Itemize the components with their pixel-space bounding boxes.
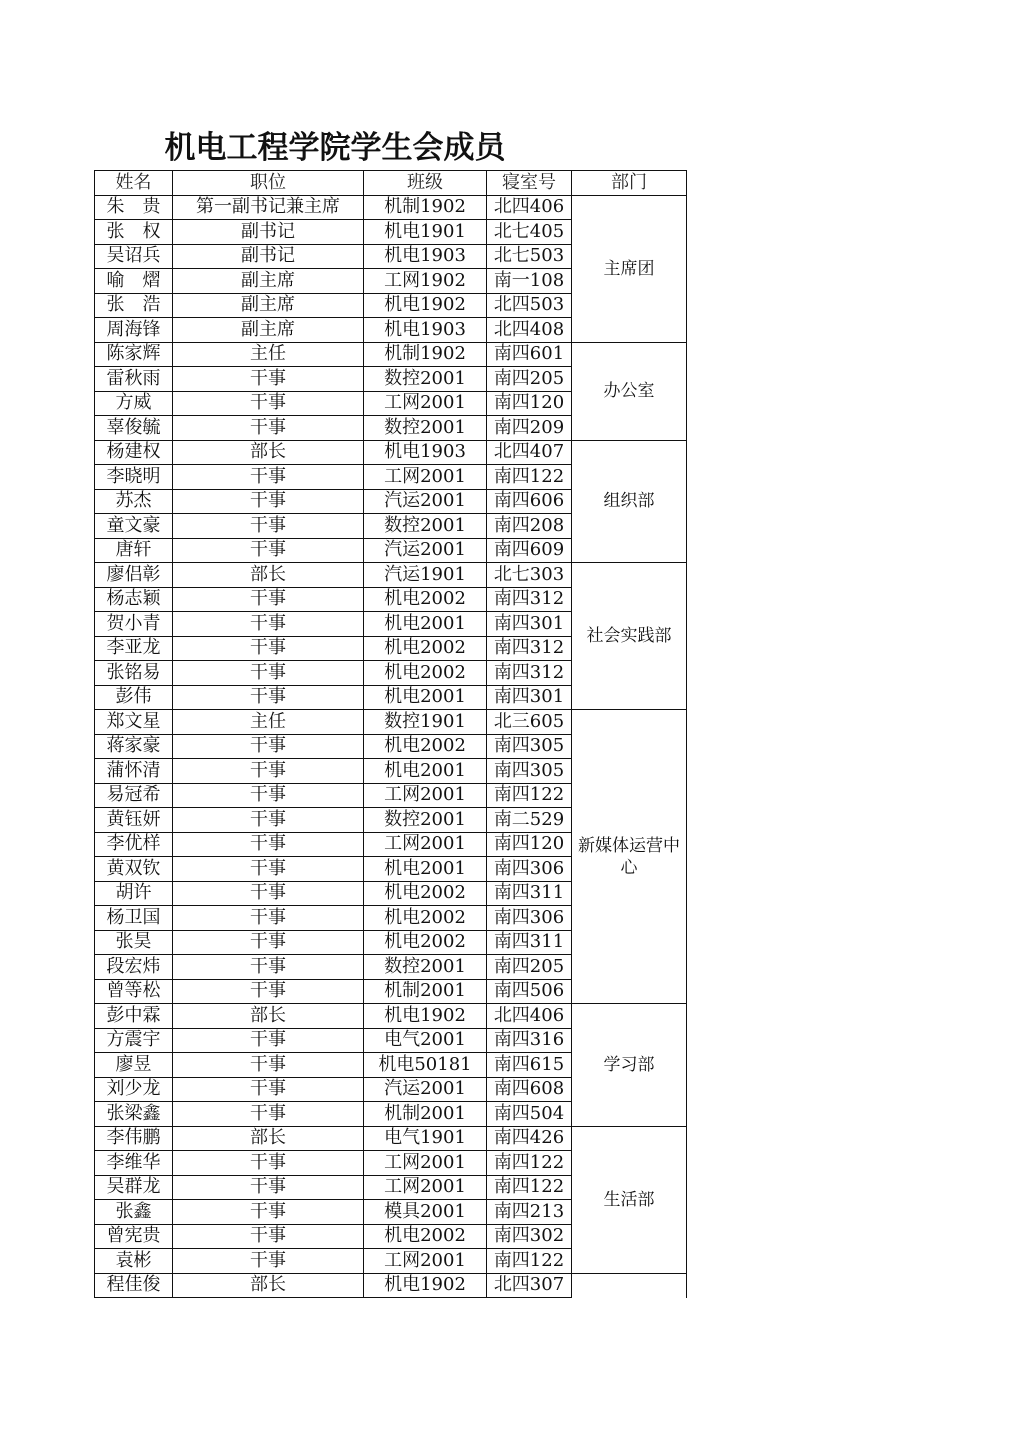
member-class-cell: 工网2001 [364,783,487,808]
member-class-cell: 机电1902 [364,1004,487,1029]
member-class-cell: 机电2002 [364,587,487,612]
member-name-cell: 方震宇 [95,1028,173,1053]
member-name-cell: 李伟鹏 [95,1126,173,1151]
member-position-cell: 副书记 [173,220,364,245]
department-cell: 办公室 [572,342,687,440]
member-room-cell: 南四601 [487,342,572,367]
member-position-cell: 部长 [173,1004,364,1029]
member-name-cell: 曾宪贵 [95,1224,173,1249]
member-room-cell: 南四504 [487,1102,572,1127]
member-position-cell: 副主席 [173,318,364,343]
member-class-cell: 机电2001 [364,685,487,710]
department-cell: 组织部 [572,440,687,563]
member-room-cell: 南四208 [487,514,572,539]
member-name-cell: 张铭易 [95,661,173,686]
member-name-cell: 廖侣彰 [95,563,173,588]
member-room-cell: 南四122 [487,1151,572,1176]
member-class-cell: 电气1901 [364,1126,487,1151]
member-room-cell: 北四307 [487,1273,572,1298]
member-name-cell: 周海锋 [95,318,173,343]
member-room-cell: 南四311 [487,881,572,906]
member-name-cell: 杨志颖 [95,587,173,612]
member-room-cell: 南四316 [487,1028,572,1053]
member-name-cell: 黄双钦 [95,857,173,882]
table-row [95,1273,687,1298]
member-class-cell: 工网2001 [364,1151,487,1176]
member-class-cell: 机电2001 [364,759,487,784]
member-position-cell: 干事 [173,685,364,710]
member-class-cell: 工网2001 [364,832,487,857]
member-position-cell: 干事 [173,636,364,661]
member-name-cell: 蒲怀清 [95,759,173,784]
member-position-cell: 干事 [173,783,364,808]
department-cell: 主席团 [572,195,687,342]
table-row [95,563,687,588]
member-class-cell: 机电1902 [364,293,487,318]
member-room-cell: 南四122 [487,465,572,490]
member-position-cell: 干事 [173,587,364,612]
member-position-cell: 干事 [173,416,364,441]
member-class-cell: 数控2001 [364,514,487,539]
member-class-cell: 机制1902 [364,342,487,367]
member-room-cell: 北四407 [487,440,572,465]
member-name-cell: 李晓明 [95,465,173,490]
member-room-cell: 南四312 [487,587,572,612]
member-position-cell: 干事 [173,661,364,686]
member-room-cell: 南四205 [487,955,572,980]
header-room: 寝室号 [487,171,572,196]
member-room-cell: 北四503 [487,293,572,318]
member-class-cell: 机电2002 [364,881,487,906]
member-class-cell: 机电50181 [364,1053,487,1078]
page-title: 机电工程学院学生会成员 [164,130,506,166]
member-position-cell: 部长 [173,440,364,465]
member-class-cell: 机电1903 [364,244,487,269]
member-position-cell: 副书记 [173,244,364,269]
member-position-cell: 干事 [173,1151,364,1176]
member-position-cell: 主任 [173,710,364,735]
member-position-cell: 干事 [173,857,364,882]
member-position-cell: 干事 [173,832,364,857]
member-room-cell: 南四122 [487,783,572,808]
member-class-cell: 工网1902 [364,269,487,294]
member-room-cell: 北三605 [487,710,572,735]
table-row [95,710,687,735]
member-room-cell: 南四606 [487,489,572,514]
member-position-cell: 主任 [173,342,364,367]
member-name-cell: 吴诏兵 [95,244,173,269]
member-name-cell: 李亚龙 [95,636,173,661]
member-name-cell: 喻 熠 [95,269,173,294]
member-room-cell: 南四122 [487,1249,572,1274]
member-name-cell: 张 浩 [95,293,173,318]
member-room-cell: 南四312 [487,661,572,686]
member-room-cell: 南四615 [487,1053,572,1078]
member-name-cell: 刘少龙 [95,1077,173,1102]
member-class-cell: 工网2001 [364,391,487,416]
member-room-cell: 南四506 [487,979,572,1004]
member-name-cell: 雷秋雨 [95,367,173,392]
member-class-cell: 机电1901 [364,220,487,245]
member-room-cell: 北七405 [487,220,572,245]
member-class-cell: 数控2001 [364,955,487,980]
member-class-cell: 汽运1901 [364,563,487,588]
member-position-cell: 干事 [173,930,364,955]
member-room-cell: 南四305 [487,734,572,759]
member-position-cell: 干事 [173,1224,364,1249]
member-name-cell: 张鑫 [95,1200,173,1225]
header-department: 部门 [572,171,687,196]
member-position-cell: 副主席 [173,269,364,294]
member-table [94,170,687,1298]
member-position-cell: 部长 [173,1126,364,1151]
member-position-cell: 第一副书记兼主席 [173,195,364,220]
member-room-cell: 南四302 [487,1224,572,1249]
table-row [95,1126,687,1151]
member-position-cell: 干事 [173,391,364,416]
member-room-cell: 南四306 [487,857,572,882]
member-position-cell: 干事 [173,808,364,833]
member-class-cell: 模具2001 [364,1200,487,1225]
member-name-cell: 廖昱 [95,1053,173,1078]
member-class-cell: 汽运2001 [364,1077,487,1102]
member-name-cell: 唐轩 [95,538,173,563]
member-class-cell: 数控1901 [364,710,487,735]
member-class-cell: 机电2002 [364,930,487,955]
member-position-cell: 干事 [173,1249,364,1274]
member-position-cell: 干事 [173,734,364,759]
department-cell: 学习部 [572,1004,687,1127]
member-name-cell: 苏杰 [95,489,173,514]
department-cell [572,1273,687,1298]
member-class-cell: 机电2002 [364,636,487,661]
member-room-cell: 北七303 [487,563,572,588]
member-position-cell: 干事 [173,367,364,392]
member-name-cell: 吴群龙 [95,1175,173,1200]
header-name: 姓名 [95,171,173,196]
member-room-cell: 北七503 [487,244,572,269]
header-class: 班级 [364,171,487,196]
member-name-cell: 黄钰妍 [95,808,173,833]
member-position-cell: 干事 [173,979,364,1004]
member-position-cell: 干事 [173,906,364,931]
member-class-cell: 机电2002 [364,661,487,686]
member-position-cell: 部长 [173,1273,364,1298]
member-room-cell: 南四120 [487,832,572,857]
member-room-cell: 南四609 [487,538,572,563]
member-room-cell: 南四122 [487,1175,572,1200]
member-name-cell: 方威 [95,391,173,416]
member-room-cell: 北四406 [487,195,572,220]
member-position-cell: 干事 [173,489,364,514]
member-name-cell: 陈家辉 [95,342,173,367]
member-room-cell: 南四301 [487,612,572,637]
member-name-cell: 张梁鑫 [95,1102,173,1127]
member-name-cell: 张 权 [95,220,173,245]
member-room-cell: 南四301 [487,685,572,710]
member-name-cell: 李优样 [95,832,173,857]
member-room-cell: 南四306 [487,906,572,931]
member-position-cell: 干事 [173,955,364,980]
member-name-cell: 张昊 [95,930,173,955]
member-position-cell: 干事 [173,1077,364,1102]
member-name-cell: 童文豪 [95,514,173,539]
table-row [95,195,687,220]
member-class-cell: 机电1902 [364,1273,487,1298]
member-position-cell: 干事 [173,514,364,539]
member-room-cell: 南四312 [487,636,572,661]
member-room-cell: 南四311 [487,930,572,955]
member-name-cell: 彭伟 [95,685,173,710]
table-body [95,195,687,1298]
member-room-cell: 南四205 [487,367,572,392]
member-position-cell: 干事 [173,465,364,490]
header-row [95,171,687,196]
member-name-cell: 易冠希 [95,783,173,808]
member-name-cell: 杨卫国 [95,906,173,931]
member-class-cell: 机制2001 [364,1102,487,1127]
member-name-cell: 袁彬 [95,1249,173,1274]
member-position-cell: 干事 [173,759,364,784]
department-cell: 生活部 [572,1126,687,1273]
member-room-cell: 北四408 [487,318,572,343]
member-name-cell: 彭中霖 [95,1004,173,1029]
member-class-cell: 工网2001 [364,465,487,490]
member-room-cell: 南四209 [487,416,572,441]
member-class-cell: 数控2001 [364,416,487,441]
member-room-cell: 南四608 [487,1077,572,1102]
member-position-cell: 干事 [173,612,364,637]
member-name-cell: 辜俊毓 [95,416,173,441]
member-class-cell: 电气2001 [364,1028,487,1053]
member-class-cell: 机电2001 [364,857,487,882]
member-class-cell: 数控2001 [364,808,487,833]
member-room-cell: 北四406 [487,1004,572,1029]
member-class-cell: 机制2001 [364,979,487,1004]
member-position-cell: 干事 [173,1028,364,1053]
member-class-cell: 数控2001 [364,367,487,392]
member-position-cell: 干事 [173,1175,364,1200]
member-class-cell: 机电2001 [364,612,487,637]
member-class-cell: 机电2002 [364,906,487,931]
member-class-cell: 机电1903 [364,318,487,343]
department-cell: 新媒体运营中心 [572,710,687,1004]
member-name-cell: 胡许 [95,881,173,906]
member-position-cell: 干事 [173,538,364,563]
member-name-cell: 贺小青 [95,612,173,637]
member-name-cell: 曾等松 [95,979,173,1004]
member-name-cell: 段宏炜 [95,955,173,980]
member-name-cell: 朱 贵 [95,195,173,220]
member-class-cell: 汽运2001 [364,538,487,563]
member-name-cell: 李维华 [95,1151,173,1176]
table-row [95,1004,687,1029]
member-name-cell: 程佳俊 [95,1273,173,1298]
member-class-cell: 机电2002 [364,734,487,759]
member-room-cell: 南二529 [487,808,572,833]
member-name-cell: 郑文星 [95,710,173,735]
member-class-cell: 工网2001 [364,1249,487,1274]
member-room-cell: 南四305 [487,759,572,784]
member-name-cell: 杨建权 [95,440,173,465]
member-name-cell: 蒋家豪 [95,734,173,759]
member-position-cell: 副主席 [173,293,364,318]
member-position-cell: 干事 [173,1102,364,1127]
header-position: 职位 [173,171,364,196]
member-class-cell: 汽运2001 [364,489,487,514]
table-row [95,440,687,465]
member-class-cell: 机电1903 [364,440,487,465]
member-position-cell: 部长 [173,563,364,588]
member-class-cell: 工网2001 [364,1175,487,1200]
member-room-cell: 南四213 [487,1200,572,1225]
member-room-cell: 南四120 [487,391,572,416]
department-cell: 社会实践部 [572,563,687,710]
member-position-cell: 干事 [173,881,364,906]
table-row [95,342,687,367]
member-room-cell: 南四426 [487,1126,572,1151]
member-class-cell: 机制1902 [364,195,487,220]
member-class-cell: 机电2002 [364,1224,487,1249]
member-position-cell: 干事 [173,1053,364,1078]
member-room-cell: 南一108 [487,269,572,294]
member-position-cell: 干事 [173,1200,364,1225]
